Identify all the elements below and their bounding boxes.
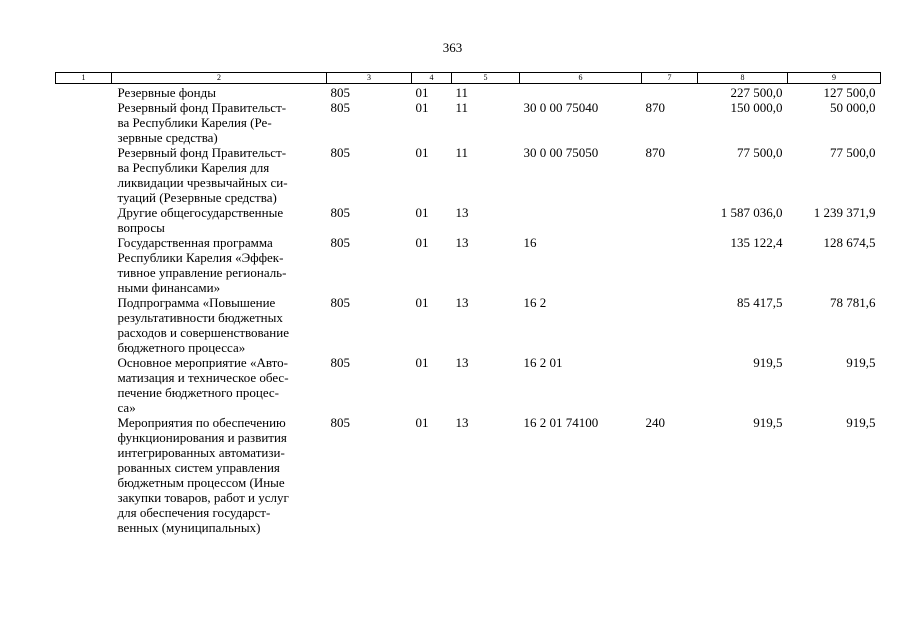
row-c4: 01 — [415, 295, 429, 310]
row-c7: 870 — [645, 145, 665, 160]
row-c9: 50 000,0 — [830, 100, 876, 115]
row-name-line: для обеспечения государст- — [117, 505, 271, 520]
row-name-line: интегрированных автоматизи- — [117, 445, 285, 460]
row-c7 — [642, 355, 698, 415]
column-number-4: 4 — [412, 73, 452, 84]
row-name — [112, 84, 327, 101]
row-c9: 919,5 — [846, 355, 876, 370]
row-c5: 13 — [455, 205, 469, 220]
row-cell-1 — [56, 205, 112, 235]
column-number-6: 6 — [520, 73, 642, 84]
column-number-row — [56, 73, 881, 84]
row-c9: 1 239 371,9 — [813, 205, 876, 220]
column-number-8: 8 — [698, 73, 788, 84]
row-c5: 13 — [455, 415, 469, 430]
table-header — [56, 73, 881, 84]
row-name-line: вопросы — [117, 220, 165, 235]
row-c6: 16 2 01 — [523, 355, 563, 370]
row-cell-1 — [56, 145, 112, 205]
row-name-line: Резервный фонд Правительст- — [117, 100, 287, 115]
row-c9: 919,5 — [846, 415, 876, 430]
table-row — [56, 295, 881, 355]
row-c4: 01 — [415, 415, 429, 430]
row-c3: 805 — [330, 355, 350, 370]
row-name-line: туаций (Резервные средства) — [117, 190, 277, 205]
row-name-line: матизация и техническое обес- — [117, 370, 289, 385]
row-cell-1 — [56, 355, 112, 415]
row-c6: 30 0 00 75040 — [523, 100, 599, 115]
row-name-line: Мероприятия по обеспечению — [117, 415, 286, 430]
budget-table — [55, 72, 881, 535]
row-c5: 13 — [455, 355, 469, 370]
table-row — [56, 355, 881, 415]
row-name-line: печение бюджетного процес- — [117, 385, 280, 400]
row-c3: 805 — [330, 85, 350, 100]
row-name-line: ликвидации чрезвычайных си- — [117, 175, 288, 190]
row-c7 — [642, 295, 698, 355]
table-row — [56, 205, 881, 235]
row-c4: 01 — [415, 205, 429, 220]
table-row — [56, 145, 881, 205]
row-c8: 919,5 — [753, 355, 783, 370]
column-number-1: 1 — [56, 73, 112, 84]
row-c5: 13 — [455, 295, 469, 310]
row-c3: 805 — [330, 100, 350, 115]
row-c7 — [642, 205, 698, 235]
column-number-3: 3 — [327, 73, 412, 84]
row-c6: 16 — [523, 235, 537, 250]
row-name-line: Резервный фонд Правительст- — [117, 145, 287, 160]
row-name — [112, 415, 327, 535]
row-name — [112, 235, 327, 295]
row-name-line: тивное управление региональ- — [117, 265, 287, 280]
row-name-line: бюджетного процесса» — [117, 340, 246, 355]
table-row — [56, 100, 881, 145]
row-cell-1 — [56, 415, 112, 535]
row-name-line: расходов и совершенствование — [117, 325, 289, 340]
row-c5: 11 — [455, 85, 469, 100]
row-cell-1 — [56, 100, 112, 145]
column-number-5: 5 — [452, 73, 520, 84]
row-c5: 11 — [455, 100, 469, 115]
row-cell-1 — [56, 84, 112, 101]
row-name — [112, 100, 327, 145]
row-c3: 805 — [330, 295, 350, 310]
row-c6: 16 2 — [523, 295, 547, 310]
row-c3: 805 — [330, 235, 350, 250]
row-c4: 01 — [415, 235, 429, 250]
row-name — [112, 355, 327, 415]
row-name-line: ными финансами» — [117, 280, 221, 295]
column-number-9: 9 — [788, 73, 881, 84]
row-c8: 227 500,0 — [730, 85, 783, 100]
row-name-line: бюджетным процессом (Иные — [117, 475, 285, 490]
row-name-line: Другие общегосударственные — [117, 205, 284, 220]
row-name-line: функционирования и развития — [117, 430, 287, 445]
row-c7: 240 — [645, 415, 665, 430]
row-cell-1 — [56, 295, 112, 355]
row-name-line: ва Республики Карелия для — [117, 160, 270, 175]
row-name — [112, 145, 327, 205]
row-c4: 01 — [415, 100, 429, 115]
row-cell-1 — [56, 235, 112, 295]
row-name-line: результативности бюджетных — [117, 310, 283, 325]
row-c5: 13 — [455, 235, 469, 250]
table-row — [56, 235, 881, 295]
row-name-line: Подпрограмма «Повышение — [117, 295, 276, 310]
table-body — [56, 84, 881, 536]
row-name-line: Государственная программа — [117, 235, 273, 250]
table-row — [56, 84, 881, 101]
row-c6 — [520, 84, 642, 101]
row-c3: 805 — [330, 415, 350, 430]
column-number-7: 7 — [642, 73, 698, 84]
row-c8: 77 500,0 — [737, 145, 783, 160]
row-name-line: ва Республики Карелия (Ре- — [117, 115, 272, 130]
row-c9: 77 500,0 — [830, 145, 876, 160]
row-c6 — [520, 205, 642, 235]
row-c9: 127 500,0 — [823, 85, 876, 100]
row-c6: 16 2 01 74100 — [523, 415, 599, 430]
row-name-line: Республики Карелия «Эффек- — [117, 250, 284, 265]
row-c4: 01 — [415, 145, 429, 160]
row-name — [112, 205, 327, 235]
row-c3: 805 — [330, 145, 350, 160]
row-name-line: рованных систем управления — [117, 460, 280, 475]
row-c8: 1 587 036,0 — [720, 205, 783, 220]
row-name-line: Основное мероприятие «Авто- — [117, 355, 288, 370]
row-name-line: закупки товаров, работ и услуг — [117, 490, 289, 505]
row-name-line: Резервные фонды — [117, 85, 216, 100]
row-c9: 128 674,5 — [823, 235, 876, 250]
row-c7 — [642, 84, 698, 101]
row-c7 — [642, 235, 698, 295]
row-c8: 85 417,5 — [737, 295, 783, 310]
row-name-line: са» — [117, 400, 136, 415]
row-c8: 135 122,4 — [730, 235, 783, 250]
row-c8: 150 000,0 — [730, 100, 783, 115]
row-c3: 805 — [330, 205, 350, 220]
row-c5: 11 — [455, 145, 469, 160]
page-number: 363 — [442, 40, 463, 55]
row-name-line: зервные средства) — [117, 130, 218, 145]
row-name — [112, 295, 327, 355]
table-row — [56, 415, 881, 535]
row-c4: 01 — [415, 355, 429, 370]
column-number-2: 2 — [112, 73, 327, 84]
row-c6: 30 0 00 75050 — [523, 145, 599, 160]
row-c8: 919,5 — [753, 415, 783, 430]
row-c9: 78 781,6 — [830, 295, 876, 310]
row-name-line: венных (муниципальных) — [117, 520, 261, 535]
row-c7: 870 — [645, 100, 665, 115]
row-c4: 01 — [415, 85, 429, 100]
